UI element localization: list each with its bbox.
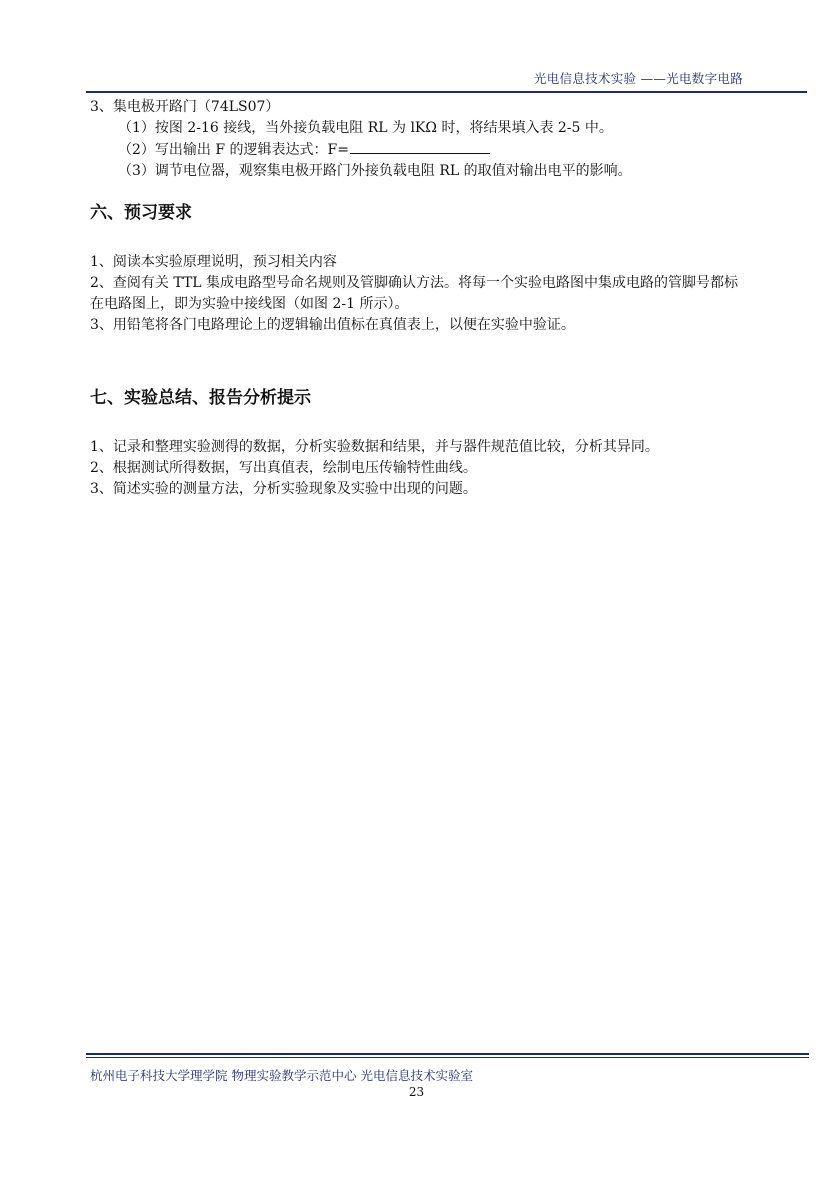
header-rule bbox=[86, 91, 807, 93]
step-1: （1）按图 2-16 接线，当外接负载电阻 RL 为 lKΩ 时，将结果填入表 2-5 中。 bbox=[118, 120, 613, 136]
section-6-heading: 六、预习要求 bbox=[90, 203, 192, 223]
footer-rule-top bbox=[86, 1053, 809, 1055]
answer-blank bbox=[350, 139, 490, 154]
section-6-item-3: 3、用铅笔将各门电路理论上的逻辑输出值标在真值表上，以便在实验中验证。 bbox=[90, 317, 575, 333]
footer-institution: 杭州电子科技大学理学院 物理实验教学示范中心 光电信息技术实验室 bbox=[90, 1068, 473, 1083]
step-2 bbox=[90, 139, 758, 161]
section-6-item-2: 2、查阅有关 TTL 集成电路型号命名规则及管脚确认方法。将每一个实验电路图中集成电路的管脚号都标在电路图上，即为实验中接线图（如图 2-1 所示）。 bbox=[90, 275, 739, 312]
step-2-text: （2）写出输出 F 的逻辑表达式：F= bbox=[118, 142, 349, 158]
page-header-title: 光电信息技术实验 ——光电数字电路 bbox=[533, 71, 743, 86]
section-7-item-1: 1、记录和整理实验测得的数据，分析实验数据和结果，并与器件规范值比较，分析其异同。 bbox=[90, 439, 659, 455]
footer-rule-bottom bbox=[86, 1057, 809, 1058]
section-7-item-3: 3、简述实验的测量方法，分析实验现象及实验中出现的问题。 bbox=[90, 481, 477, 497]
section-6-item-1: 1、阅读本实验原理说明，预习相关内容 bbox=[90, 254, 337, 270]
page-number: 23 bbox=[408, 1085, 425, 1099]
section-7-heading: 七、实验总结、报告分析提示 bbox=[90, 388, 311, 408]
page-content bbox=[90, 97, 758, 500]
step-3: （3）调节电位器，观察集电极开路门外接负载电阻 RL 的取值对输出电平的影响。 bbox=[118, 163, 632, 179]
section-7-item-2: 2、根据测试所得数据，写出真值表，绘制电压传输特性曲线。 bbox=[90, 460, 477, 476]
item-3-title: 3、集电极开路门（74LS07） bbox=[90, 99, 280, 115]
